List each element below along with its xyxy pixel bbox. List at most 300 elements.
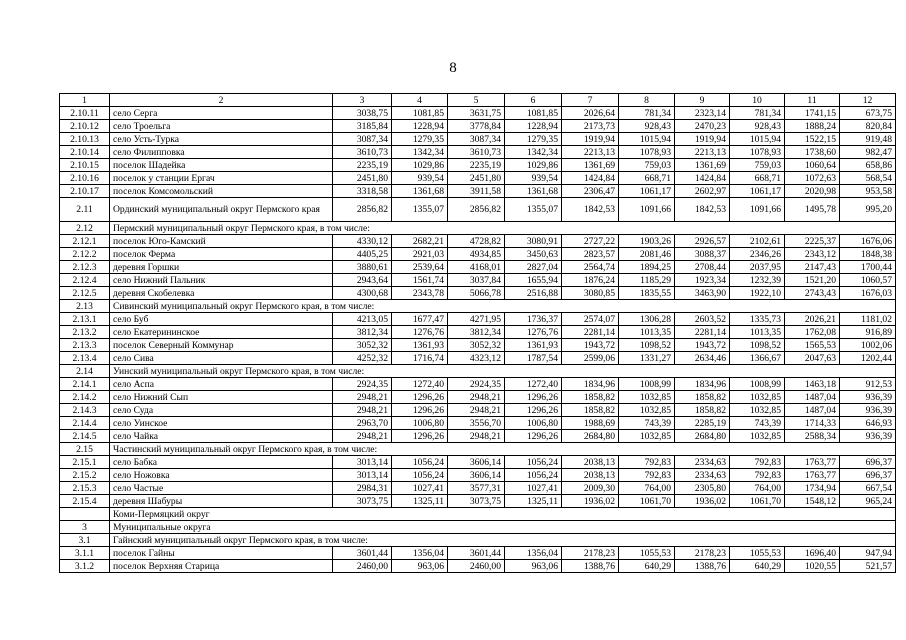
value-cell: 1276,76 <box>505 326 562 339</box>
table-row <box>60 248 896 261</box>
value-cell: 667,54 <box>840 482 896 495</box>
settlement-name: село Суда <box>110 404 333 417</box>
value-cell: 1361,68 <box>392 185 448 198</box>
value-cell: 963,06 <box>505 560 562 573</box>
value-cell: 1894,25 <box>619 261 675 274</box>
settlement-name: поселок Юго-Камский <box>110 235 333 248</box>
value-cell: 3606,14 <box>448 456 505 469</box>
value-cell: 2708,44 <box>675 261 730 274</box>
row-code: 2.10.17 <box>60 185 110 198</box>
value-cell: 5066,78 <box>448 287 505 300</box>
row-code: 2.14.3 <box>60 404 110 417</box>
table-row <box>60 159 896 172</box>
settlement-name: село Екатерининское <box>110 326 333 339</box>
table-row <box>60 430 896 443</box>
settlement-name: поселок у станции Ергач <box>110 172 333 185</box>
value-cell: 2588,34 <box>785 430 840 443</box>
value-cell: 1032,85 <box>730 404 785 417</box>
value-cell: 1361,93 <box>505 339 562 352</box>
value-cell: 1842,53 <box>562 198 619 222</box>
value-cell: 1741,15 <box>785 107 840 120</box>
section-title: Пермский муниципальный округ Пермского края, в том числе: <box>110 222 896 235</box>
value-cell: 1032,85 <box>619 404 675 417</box>
value-cell: 2026,64 <box>562 107 619 120</box>
value-cell: 1834,96 <box>675 378 730 391</box>
value-cell: 1325,11 <box>505 495 562 508</box>
value-cell: 1858,82 <box>675 404 730 417</box>
settlement-name: село Ножовка <box>110 469 333 482</box>
value-cell: 3318,58 <box>333 185 392 198</box>
value-cell: 4252,32 <box>333 352 392 365</box>
value-cell: 2926,57 <box>675 235 730 248</box>
table-row <box>60 495 896 508</box>
value-cell: 2516,88 <box>505 287 562 300</box>
value-cell: 1032,85 <box>730 430 785 443</box>
value-cell: 2984,31 <box>333 482 392 495</box>
value-cell: 1787,54 <box>505 352 562 365</box>
value-cell: 2460,00 <box>333 560 392 573</box>
row-code <box>60 508 110 521</box>
value-cell: 3556,70 <box>448 417 505 430</box>
settlement-name: деревня Шабуры <box>110 495 333 508</box>
value-cell: 1056,24 <box>505 469 562 482</box>
value-cell: 1185,29 <box>619 274 675 287</box>
value-cell: 3073,75 <box>448 495 505 508</box>
value-cell: 1342,34 <box>392 146 448 159</box>
value-cell: 1361,69 <box>562 159 619 172</box>
value-cell: 820,84 <box>840 120 896 133</box>
value-cell: 2684,80 <box>675 430 730 443</box>
value-cell: 1388,76 <box>562 560 619 573</box>
page-number: 8 <box>449 60 457 76</box>
value-cell: 2026,21 <box>785 313 840 326</box>
value-cell: 2602,97 <box>675 185 730 198</box>
row-code: 2.13.3 <box>60 339 110 352</box>
value-cell: 2460,00 <box>448 560 505 573</box>
settlement-name: поселок Ферма <box>110 248 333 261</box>
column-header: 3 <box>333 94 392 107</box>
value-cell: 1738,60 <box>785 146 840 159</box>
settlement-name: село Троельга <box>110 120 333 133</box>
value-cell: 640,29 <box>619 560 675 573</box>
value-cell: 1061,17 <box>730 185 785 198</box>
row-code: 2.15.3 <box>60 482 110 495</box>
value-cell: 2599,06 <box>562 352 619 365</box>
value-cell: 2948,21 <box>333 391 392 404</box>
column-header: 12 <box>840 94 896 107</box>
value-cell: 2102,61 <box>730 235 785 248</box>
value-cell: 1006,80 <box>392 417 448 430</box>
value-cell: 2634,46 <box>675 352 730 365</box>
value-cell: 1763,77 <box>785 469 840 482</box>
value-cell: 1228,94 <box>392 120 448 133</box>
table-row <box>60 120 896 133</box>
value-cell: 4330,12 <box>333 235 392 248</box>
settlement-name: село Бабка <box>110 456 333 469</box>
settlement-name: поселок Шадейка <box>110 159 333 172</box>
value-cell: 1763,77 <box>785 456 840 469</box>
value-cell: 2306,47 <box>562 185 619 198</box>
value-cell: 2743,43 <box>785 287 840 300</box>
table-row <box>60 274 896 287</box>
table-row <box>60 339 896 352</box>
value-cell: 781,34 <box>619 107 675 120</box>
section-title: Гайнский муниципальный округ Пермского края, в том числе: <box>110 534 896 547</box>
value-cell: 2451,80 <box>333 172 392 185</box>
value-cell: 1008,99 <box>730 378 785 391</box>
value-cell: 947,94 <box>840 547 896 560</box>
value-cell: 3911,58 <box>448 185 505 198</box>
settlement-name: село Нижний Сып <box>110 391 333 404</box>
value-cell: 2574,07 <box>562 313 619 326</box>
value-cell: 2235,19 <box>333 159 392 172</box>
value-cell: 1355,07 <box>392 198 448 222</box>
value-cell: 1091,66 <box>730 198 785 222</box>
value-cell: 3606,14 <box>448 469 505 482</box>
value-cell: 3610,73 <box>333 146 392 159</box>
table-row <box>60 107 896 120</box>
value-cell: 1858,82 <box>675 391 730 404</box>
value-cell: 2235,19 <box>448 159 505 172</box>
value-cell: 1361,68 <box>505 185 562 198</box>
value-cell: 928,43 <box>730 120 785 133</box>
value-cell: 696,37 <box>840 469 896 482</box>
value-cell: 2948,21 <box>448 404 505 417</box>
value-cell: 1272,40 <box>505 378 562 391</box>
value-cell: 1495,78 <box>785 198 840 222</box>
value-cell: 521,57 <box>840 560 896 573</box>
table-row <box>60 404 896 417</box>
value-cell: 1714,33 <box>785 417 840 430</box>
section-row <box>60 508 896 521</box>
row-code: 2.12.3 <box>60 261 110 274</box>
value-cell: 1463,18 <box>785 378 840 391</box>
value-cell: 2081,46 <box>619 248 675 261</box>
value-cell: 1098,52 <box>619 339 675 352</box>
row-code: 2.10.11 <box>60 107 110 120</box>
row-code: 2.12.5 <box>60 287 110 300</box>
value-cell: 1888,24 <box>785 120 840 133</box>
section-row <box>60 365 896 378</box>
value-cell: 2827,04 <box>505 261 562 274</box>
section-title: Частинский муниципальный округ Пермского края, в том числе: <box>110 443 896 456</box>
value-cell: 1279,35 <box>392 133 448 146</box>
value-cell: 1676,03 <box>840 287 896 300</box>
value-cell: 1272,40 <box>392 378 448 391</box>
row-code: 2.13 <box>60 300 110 313</box>
value-cell: 792,83 <box>619 456 675 469</box>
value-cell: 1736,37 <box>505 313 562 326</box>
row-code: 2.10.13 <box>60 133 110 146</box>
table-row <box>60 172 896 185</box>
value-cell: 3812,34 <box>448 326 505 339</box>
value-cell: 3631,75 <box>448 107 505 120</box>
value-cell: 2948,21 <box>448 430 505 443</box>
row-code: 2.10.15 <box>60 159 110 172</box>
value-cell: 568,54 <box>840 172 896 185</box>
value-cell: 919,48 <box>840 133 896 146</box>
table-row <box>60 378 896 391</box>
section-title: Сивинский муниципальный округ Пермского края, в том числе: <box>110 300 896 313</box>
value-cell: 1027,41 <box>505 482 562 495</box>
row-code: 2.10.14 <box>60 146 110 159</box>
value-cell: 1098,52 <box>730 339 785 352</box>
value-cell: 1903,26 <box>619 235 675 248</box>
value-cell: 1988,69 <box>562 417 619 430</box>
value-cell: 2921,03 <box>392 248 448 261</box>
value-cell: 2323,14 <box>675 107 730 120</box>
value-cell: 2856,82 <box>448 198 505 222</box>
row-code: 2.12.4 <box>60 274 110 287</box>
section-row <box>60 222 896 235</box>
value-cell: 2603,52 <box>675 313 730 326</box>
value-cell: 673,75 <box>840 107 896 120</box>
value-cell: 759,03 <box>730 159 785 172</box>
table-row <box>60 482 896 495</box>
value-cell: 764,00 <box>730 482 785 495</box>
value-cell: 2924,35 <box>448 378 505 391</box>
row-code: 2.15.1 <box>60 456 110 469</box>
value-cell: 1848,38 <box>840 248 896 261</box>
value-cell: 646,93 <box>840 417 896 430</box>
table-row <box>60 133 896 146</box>
value-cell: 3185,84 <box>333 120 392 133</box>
value-cell: 1228,94 <box>505 120 562 133</box>
value-cell: 3450,63 <box>505 248 562 261</box>
value-cell: 1032,85 <box>619 430 675 443</box>
value-cell: 1032,85 <box>619 391 675 404</box>
value-cell: 1424,84 <box>562 172 619 185</box>
column-header: 8 <box>619 94 675 107</box>
value-cell: 2281,14 <box>562 326 619 339</box>
value-cell: 1858,82 <box>562 391 619 404</box>
value-cell: 1202,44 <box>840 352 896 365</box>
row-code: 3.1.2 <box>60 560 110 573</box>
value-cell: 3463,90 <box>675 287 730 300</box>
value-cell: 939,54 <box>505 172 562 185</box>
value-cell: 3601,44 <box>448 547 505 560</box>
value-cell: 2173,73 <box>562 120 619 133</box>
table-row <box>60 391 896 404</box>
value-cell: 658,86 <box>840 159 896 172</box>
row-code: 2.12.1 <box>60 235 110 248</box>
value-cell: 2924,35 <box>333 378 392 391</box>
value-cell: 2727,22 <box>562 235 619 248</box>
row-code: 2.15 <box>60 443 110 456</box>
row-code: 2.14.2 <box>60 391 110 404</box>
value-cell: 4405,25 <box>333 248 392 261</box>
value-cell: 1055,53 <box>730 547 785 560</box>
value-cell: 2684,80 <box>562 430 619 443</box>
value-cell: 2178,23 <box>675 547 730 560</box>
value-cell: 1056,24 <box>392 469 448 482</box>
value-cell: 1032,85 <box>730 391 785 404</box>
value-cell: 1296,26 <box>392 404 448 417</box>
value-cell: 2213,13 <box>675 146 730 159</box>
value-cell: 2009,30 <box>562 482 619 495</box>
value-cell: 1355,07 <box>505 198 562 222</box>
section-row <box>60 534 896 547</box>
value-cell: 1296,26 <box>392 391 448 404</box>
row-code: 2.11 <box>60 198 110 222</box>
row-code: 2.10.12 <box>60 120 110 133</box>
value-cell: 1008,99 <box>619 378 675 391</box>
settlement-name: поселок Гайны <box>110 547 333 560</box>
value-cell: 4934,85 <box>448 248 505 261</box>
row-code: 2.13.1 <box>60 313 110 326</box>
value-cell: 1060,57 <box>840 274 896 287</box>
value-cell: 1232,39 <box>730 274 785 287</box>
value-cell: 1015,94 <box>730 133 785 146</box>
settlement-name: поселок Верхняя Старица <box>110 560 333 573</box>
value-cell: 1027,41 <box>392 482 448 495</box>
value-cell: 1081,85 <box>392 107 448 120</box>
value-cell: 1876,24 <box>562 274 619 287</box>
value-cell: 759,03 <box>619 159 675 172</box>
value-cell: 3080,91 <box>505 235 562 248</box>
column-header: 9 <box>675 94 730 107</box>
row-code: 2.15.2 <box>60 469 110 482</box>
value-cell: 2823,57 <box>562 248 619 261</box>
value-cell: 1078,93 <box>730 146 785 159</box>
table-body <box>60 94 896 573</box>
section-row <box>60 521 896 534</box>
value-cell: 1056,24 <box>505 456 562 469</box>
value-cell: 936,39 <box>840 391 896 404</box>
row-code: 3 <box>60 521 110 534</box>
value-cell: 2539,64 <box>392 261 448 274</box>
value-cell: 1361,93 <box>392 339 448 352</box>
header-row <box>60 94 896 107</box>
table-row <box>60 198 896 222</box>
value-cell: 1055,53 <box>619 547 675 560</box>
value-cell: 2682,21 <box>392 235 448 248</box>
value-cell: 2343,12 <box>785 248 840 261</box>
value-cell: 1325,11 <box>392 495 448 508</box>
row-code: 2.14.4 <box>60 417 110 430</box>
table-row <box>60 287 896 300</box>
settlement-name: село Сива <box>110 352 333 365</box>
value-cell: 1296,26 <box>392 430 448 443</box>
value-cell: 1091,66 <box>619 198 675 222</box>
value-cell: 995,20 <box>840 198 896 222</box>
value-cell: 696,37 <box>840 456 896 469</box>
value-cell: 2343,78 <box>392 287 448 300</box>
value-cell: 916,89 <box>840 326 896 339</box>
value-cell: 1521,20 <box>785 274 840 287</box>
value-cell: 1013,35 <box>730 326 785 339</box>
row-code: 2.12.2 <box>60 248 110 261</box>
row-code: 2.13.2 <box>60 326 110 339</box>
value-cell: 1061,70 <box>730 495 785 508</box>
table-row <box>60 326 896 339</box>
value-cell: 1029,86 <box>392 159 448 172</box>
tariff-table <box>59 93 896 573</box>
value-cell: 1655,94 <box>505 274 562 287</box>
value-cell: 2346,26 <box>730 248 785 261</box>
value-cell: 2047,63 <box>785 352 840 365</box>
value-cell: 2943,64 <box>333 274 392 287</box>
section-row <box>60 300 896 313</box>
value-cell: 1296,26 <box>505 391 562 404</box>
value-cell: 3812,34 <box>333 326 392 339</box>
row-code: 2.12 <box>60 222 110 235</box>
value-cell: 1279,35 <box>505 133 562 146</box>
value-cell: 2334,63 <box>675 469 730 482</box>
table-row <box>60 560 896 573</box>
value-cell: 1936,02 <box>562 495 619 508</box>
value-cell: 640,29 <box>730 560 785 573</box>
value-cell: 1424,84 <box>675 172 730 185</box>
value-cell: 3080,85 <box>562 287 619 300</box>
value-cell: 1842,53 <box>675 198 730 222</box>
value-cell: 1565,53 <box>785 339 840 352</box>
value-cell: 1361,69 <box>675 159 730 172</box>
value-cell: 1696,40 <box>785 547 840 560</box>
value-cell: 1072,63 <box>785 172 840 185</box>
settlement-name: село Частые <box>110 482 333 495</box>
value-cell: 4323,12 <box>448 352 505 365</box>
value-cell: 3577,31 <box>448 482 505 495</box>
value-cell: 2564,74 <box>562 261 619 274</box>
value-cell: 2020,98 <box>785 185 840 198</box>
value-cell: 3013,14 <box>333 456 392 469</box>
column-header: 7 <box>562 94 619 107</box>
value-cell: 1388,76 <box>675 560 730 573</box>
value-cell: 1487,04 <box>785 391 840 404</box>
value-cell: 2213,13 <box>562 146 619 159</box>
value-cell: 3038,75 <box>333 107 392 120</box>
settlement-name: деревня Скобелевка <box>110 287 333 300</box>
value-cell: 3013,14 <box>333 469 392 482</box>
value-cell: 1919,94 <box>562 133 619 146</box>
value-cell: 1936,02 <box>675 495 730 508</box>
value-cell: 3610,73 <box>448 146 505 159</box>
value-cell: 1061,70 <box>619 495 675 508</box>
value-cell: 939,54 <box>392 172 448 185</box>
value-cell: 2285,19 <box>675 417 730 430</box>
value-cell: 1342,34 <box>505 146 562 159</box>
table-row <box>60 235 896 248</box>
table-row <box>60 261 896 274</box>
row-code: 2.14 <box>60 365 110 378</box>
value-cell: 1006,80 <box>505 417 562 430</box>
value-cell: 2948,21 <box>448 391 505 404</box>
value-cell: 792,83 <box>730 469 785 482</box>
row-code: 3.1 <box>60 534 110 547</box>
value-cell: 1677,47 <box>392 313 448 326</box>
value-cell: 668,71 <box>730 172 785 185</box>
value-cell: 781,34 <box>730 107 785 120</box>
table-row <box>60 547 896 560</box>
value-cell: 1762,08 <box>785 326 840 339</box>
value-cell: 3087,34 <box>448 133 505 146</box>
section-title: Коми-Пермяцкий округ <box>110 508 896 521</box>
section-row <box>60 443 896 456</box>
value-cell: 1943,72 <box>675 339 730 352</box>
table-row <box>60 185 896 198</box>
value-cell: 912,53 <box>840 378 896 391</box>
value-cell: 1081,85 <box>505 107 562 120</box>
value-cell: 1061,17 <box>619 185 675 198</box>
value-cell: 792,83 <box>619 469 675 482</box>
value-cell: 1331,27 <box>619 352 675 365</box>
value-cell: 1056,24 <box>392 456 448 469</box>
value-cell: 3088,37 <box>675 248 730 261</box>
value-cell: 1078,93 <box>619 146 675 159</box>
value-cell: 1356,04 <box>392 547 448 560</box>
settlement-name: село Чайка <box>110 430 333 443</box>
